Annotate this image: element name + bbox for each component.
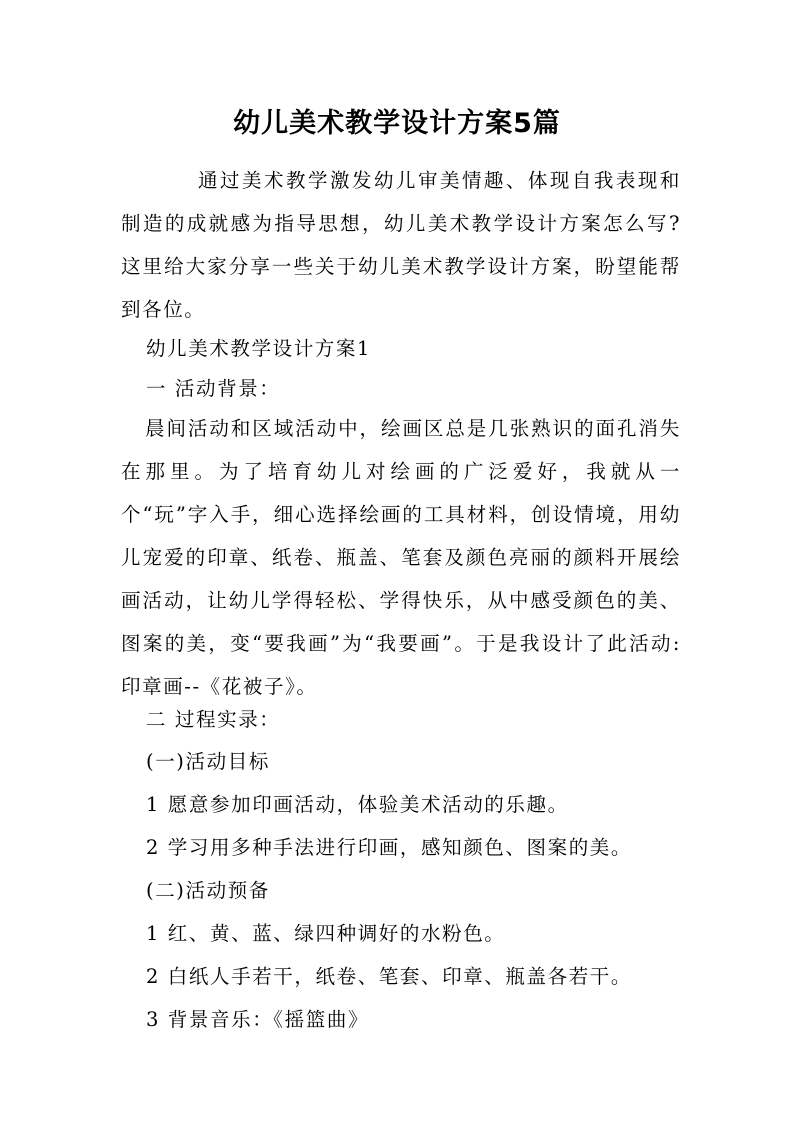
background-paragraph: 晨间活动和区域活动中，绘画区总是几张熟识的面孔消失在那里。为了培育幼儿对绘画的广泛爱好，我就从一个“玩”字入手，细心选择绘画的工具材料，创设情境，用幼儿宠爱的印章、纸卷、瓶盖、笔套及颜色亮丽的颜料开展绘画活动，让幼儿学得轻松、学得快乐，从中感受颜色的美、图案的美，变“要我画”为“我要画”。于是我设计了此活动:印章画--《花被子》。	[121, 417, 681, 698]
prep-item-2: 2 白纸人手若干，纸卷、笔套、印章、瓶盖各若干。	[146, 965, 633, 988]
plan-heading: 幼儿美术教学设计方案1	[146, 337, 372, 360]
goal-item-2: 2 学习用多种手法进行印画，感知颜色、图案的美。	[146, 836, 633, 859]
intro-paragraph: 通过美术教学激发幼儿审美情趣、体现自我表现和制造的成就感为指导思想，幼儿美术教学设计方案怎么写?这里给大家分享一些关于幼儿美术教学设计方案，盼望能帮到各位。	[121, 169, 681, 321]
goal-item-1: 1 愿意参加印画活动，体验美术活动的乐趣。	[146, 793, 569, 816]
document-title: 幼儿美术教学设计方案5篇	[233, 108, 561, 139]
prep-heading: (二)活动预备	[146, 879, 270, 902]
section-heading-background: 一 活动背景：	[146, 377, 281, 400]
prep-item-1: 1 红、黄、蓝、绿四种调好的水粉色。	[146, 922, 506, 945]
goals-heading: (一)活动目标	[146, 750, 270, 773]
prep-item-3: 3 背景音乐：《摇篮曲》	[146, 1008, 370, 1031]
section-heading-process: 二 过程实录：	[146, 708, 281, 731]
